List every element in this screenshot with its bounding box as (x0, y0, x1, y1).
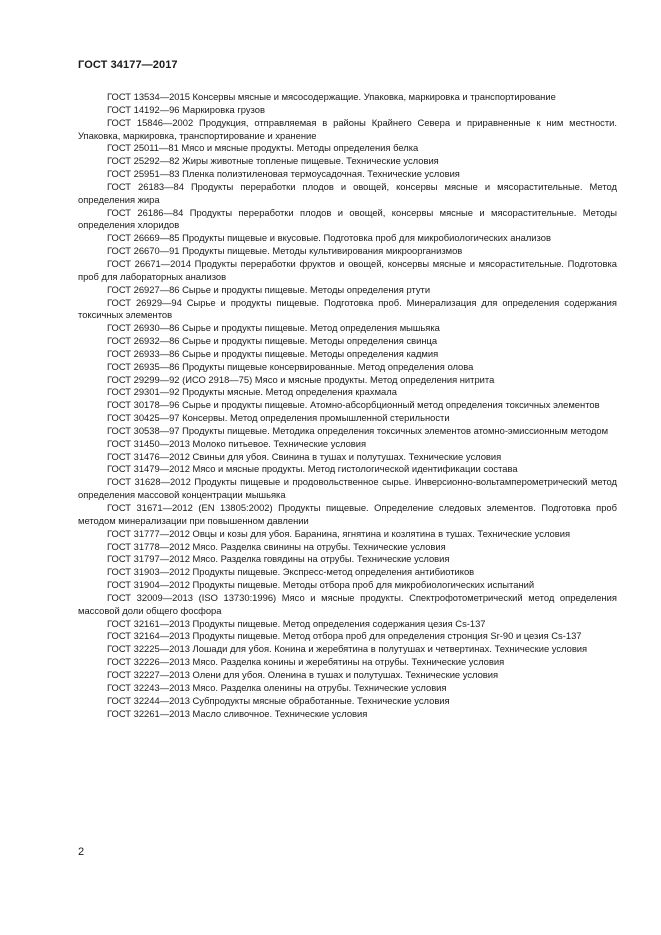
reference-item: ГОСТ 30178—96 Сырье и продукты пищевые. Атомно-абсорбционный метод определения токсичных элементов (107, 399, 600, 411)
reference-item: ГОСТ 26183—84 Продукты переработки плодов и овощей, консервы мясные и мясорастительные. Метод определения жира (78, 180, 617, 205)
reference-item: ГОСТ 26186—84 Продукты переработки плодов и овощей, консервы мясные и мясорастительные. Методы определения хлоридов (78, 206, 617, 231)
reference-item: ГОСТ 32244—2013 Субпродукты мясные обработанные. Технические условия (107, 694, 450, 706)
document-header: ГОСТ 34177—2017 (78, 59, 178, 71)
reference-item: ГОСТ 32261—2013 Масло сливочное. Технические условия (107, 707, 368, 719)
reference-item: ГОСТ 26932—86 Сырье и продукты пищевые. Методы определения свинца (107, 335, 438, 347)
reference-item: ГОСТ 31903—2012 Продукты пищевые. Экспресс-метод определения антибиотиков (107, 566, 475, 578)
reference-item: ГОСТ 13534—2015 Консервы мясные и мясосодержащие. Упаковка, маркировка и транспортирование (107, 91, 556, 102)
reference-item: ГОСТ 32225—2013 Лошади для убоя. Конина и жеребятина в полутушах и четвертинах. Технические условия (107, 643, 588, 655)
reference-item: ГОСТ 26927—86 Сырье и продукты пищевые. Методы определения ртути (107, 283, 431, 295)
reference-item: ГОСТ 31778—2012 Мясо. Разделка свинины на отрубы. Технические условия (107, 540, 446, 552)
reference-item: ГОСТ 30538—97 Продукты пищевые. Методика определения токсичных элементов атомно-эмиссионным методом (107, 424, 609, 436)
reference-item: ГОСТ 31777—2012 Овцы и козы для убоя. Баранина, ягнятина и козлятина в тушах. Технические условия (107, 527, 571, 539)
reference-item: ГОСТ 26671—2014 Продукты переработки фруктов и овощей, консервы мясные и мясорастительные. Подготовка проб для лабораторных анализов (78, 257, 617, 282)
reference-item: ГОСТ 31797—2012 Мясо. Разделка говядины на отрубы. Технические условия (107, 553, 450, 565)
reference-item: ГОСТ 26935—86 Продукты пищевые консервированные. Метод определения олова (107, 360, 474, 372)
reference-item: ГОСТ 26669—85 Продукты пищевые и вкусовые. Подготовка проб для микробиологических анализов (107, 232, 551, 244)
reference-item: ГОСТ 26670—91 Продукты пищевые. Методы культивирования микроорганизмов (107, 245, 463, 257)
reference-item: ГОСТ 25951—83 Пленка полиэтиленовая термоусадочная. Технические условия (107, 168, 460, 180)
reference-item: ГОСТ 26933—86 Сырье и продукты пищевые. Методы определения кадмия (107, 347, 439, 359)
reference-item: ГОСТ 31671—2012 (EN 13805:2002) Продукты пищевые. Определение следовых элементов. Подготовка проб методом минерализации при повышенном давлении (78, 502, 617, 526)
reference-item: ГОСТ 32226—2013 Мясо. Разделка конины и жеребятины на отрубы. Технические условия (107, 656, 505, 668)
reference-item: ГОСТ 26929—94 Сырье и продукты пищевые. Подготовка проб. Минерализация для определения содержания токсичных элементов (78, 296, 617, 321)
reference-item: ГОСТ 29299—92 (ИСО 2918—75) Мясо и мясные продукты. Метод определения нитрита (107, 373, 495, 385)
reference-item: ГОСТ 15846—2002 Продукция, отправляемая в районы Крайнего Севера и приравненные к ним местности. Упаковка, маркировка, транспортирование и хранение (78, 116, 617, 141)
reference-item: ГОСТ 14192—96 Маркировка грузов (107, 103, 265, 115)
reference-item: ГОСТ 32161—2013 Продукты пищевые. Метод определения содержания цезия Cs-137 (107, 617, 486, 629)
reference-item: ГОСТ 29301—92 Продукты мясные. Метод определения крахмала (107, 386, 397, 398)
reference-item: ГОСТ 31450—2013 Молоко питьевое. Технические условия (107, 437, 367, 449)
reference-item: ГОСТ 31476—2012 Свиньи для убоя. Свинина в тушах и полутушах. Технические условия (107, 450, 502, 462)
reference-item: ГОСТ 25011—81 Мясо и мясные продукты. Методы определения белка (107, 142, 419, 154)
reference-item: ГОСТ 31628—2012 Продукты пищевые и продовольственное сырье. Инверсионно-вольтамперометрический метод определения массовой концентрации мышьяка (78, 476, 617, 501)
reference-item: ГОСТ 32227—2013 Олени для убоя. Оленина в тушах и полутушах. Технические условия (107, 668, 499, 680)
page-number: 2 (78, 846, 85, 858)
reference-item: ГОСТ 26930—86 Сырье и продукты пищевые. Метод определения мышьяка (107, 322, 440, 334)
reference-item: ГОСТ 32009—2013 (ISO 13730:1996) Мясо и мясные продукты. Спектрофотометрический метод определения массовой доли общего фосфора (78, 591, 617, 616)
normative-references-list (78, 91, 617, 720)
reference-item: ГОСТ 32164—2013 Продукты пищевые. Метод отбора проб для определения стронция Sr-90 и цезия Cs-137 (107, 630, 582, 642)
reference-item: ГОСТ 30425—97 Консервы. Метод определения промышленной стерильности (107, 412, 450, 424)
reference-item: ГОСТ 32243—2013 Мясо. Разделка оленины на отрубы. Технические условия (107, 681, 447, 693)
reference-item: ГОСТ 31904—2012 Продукты пищевые. Методы отбора проб для микробиологических испытаний (107, 579, 535, 591)
reference-item: ГОСТ 25292—82 Жиры животные топленые пищевые. Технические условия (107, 155, 439, 167)
reference-item: ГОСТ 31479—2012 Мясо и мясные продукты. Метод гистологической идентификации состава (107, 463, 518, 475)
